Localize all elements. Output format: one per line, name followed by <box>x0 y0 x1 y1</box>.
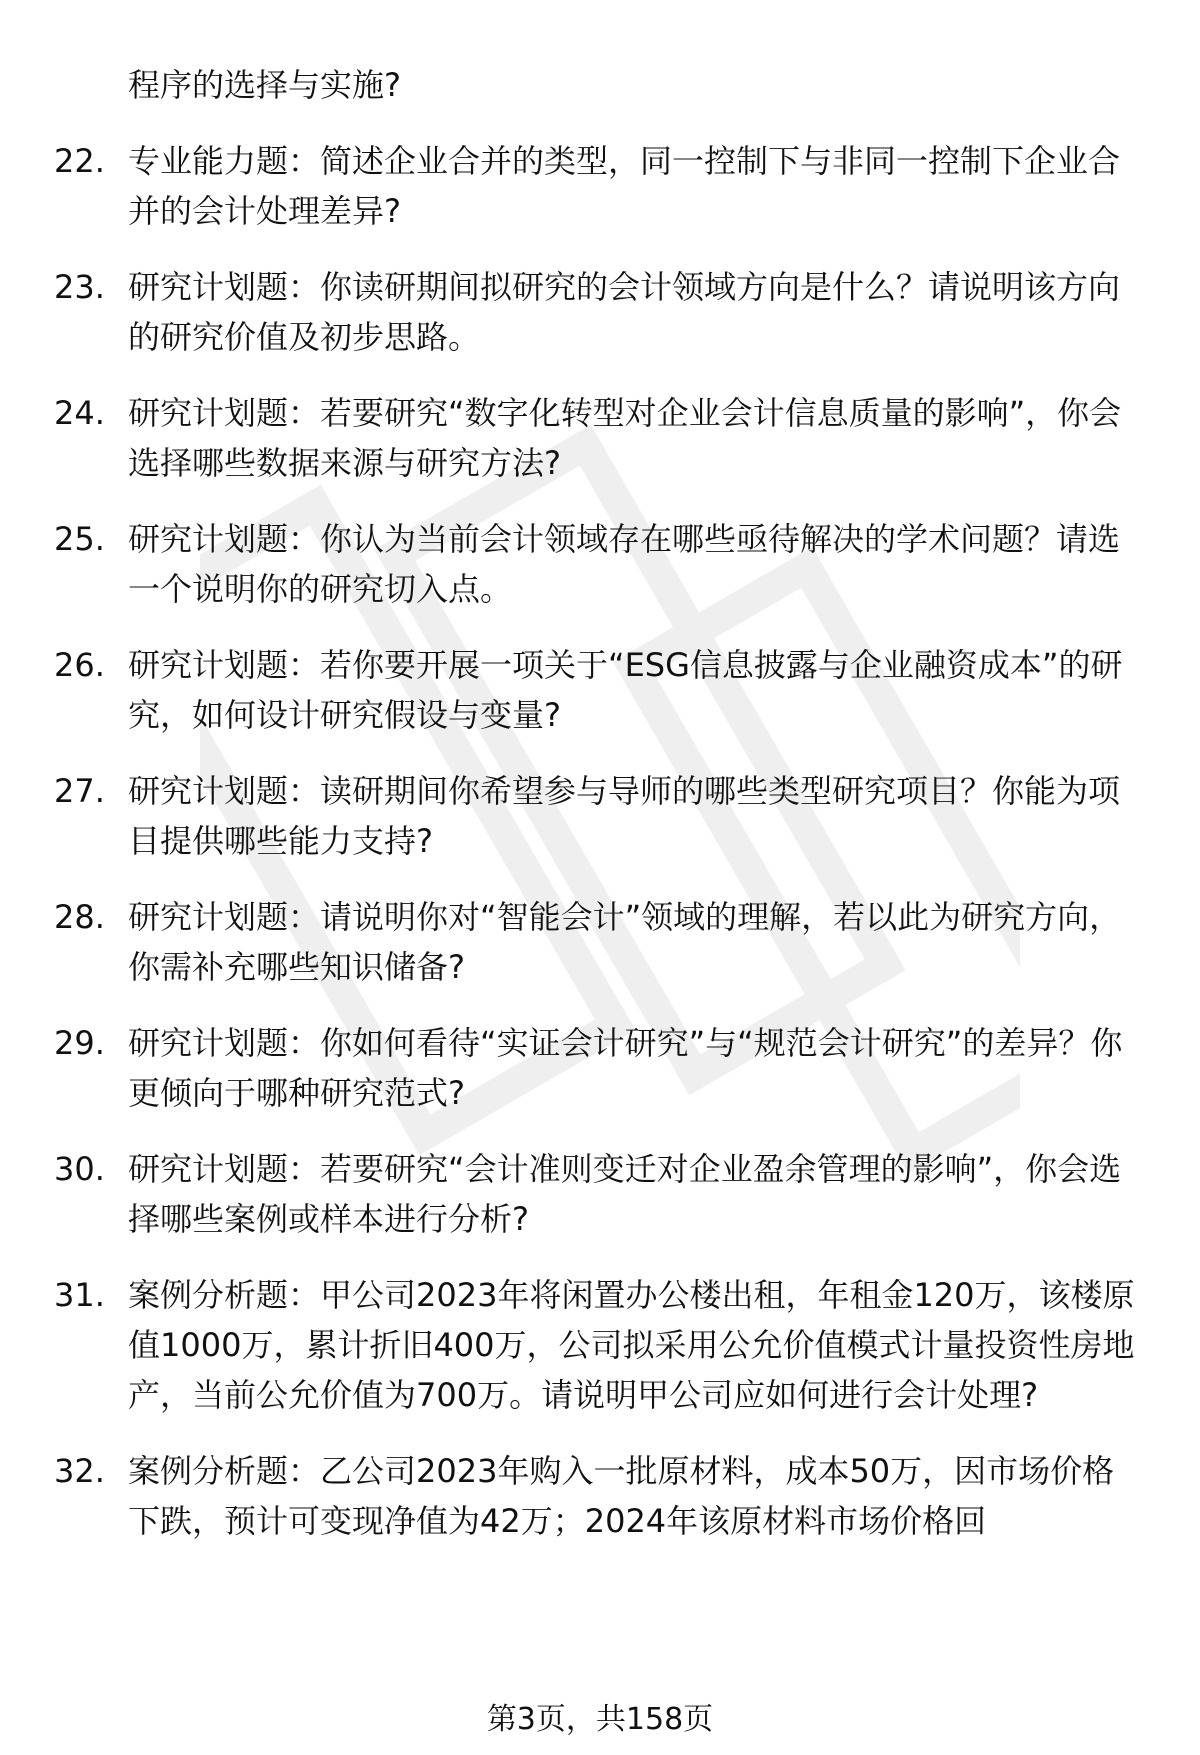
page-footer: 第3页，共158页 <box>486 1702 714 1737</box>
question-item <box>0 514 1200 614</box>
question-number: 30. <box>54 1150 105 1188</box>
question-item <box>0 1018 1200 1118</box>
question-text: 案例分析题：甲公司2023年将闲置办公楼出租，年租金120万，该楼原值1000万，累计折旧400万，公司拟采用公允价值模式计量投资性房地产，当前公允价值为700万。请说明甲公司应如何进行会计处理? <box>128 1276 1135 1414</box>
question-text: 研究计划题：读研期间你希望参与导师的哪些类型研究项目？你能为项目提供哪些能力支持? <box>128 772 1121 860</box>
question-item <box>0 388 1200 488</box>
question-text: 研究计划题：你认为当前会计领域存在哪些亟待解决的学术问题？请选一个说明你的研究切入点。 <box>128 520 1121 608</box>
question-number: 22. <box>54 142 105 180</box>
question-text: 研究计划题：你读研期间拟研究的会计领域方向是什么？请说明该方向的研究价值及初步思路。 <box>128 268 1121 356</box>
question-item <box>0 892 1200 992</box>
question-item <box>0 136 1200 236</box>
continuation-text: 程序的选择与实施? <box>128 66 401 104</box>
question-number: 26. <box>54 646 105 684</box>
question-text: 研究计划题：若要研究“会计准则变迁对企业盈余管理的影响”，你会选择哪些案例或样本进行分析? <box>128 1150 1122 1238</box>
question-number: 31. <box>54 1276 105 1314</box>
question-item <box>0 640 1200 740</box>
question-number: 25. <box>54 520 105 558</box>
question-item <box>0 766 1200 866</box>
question-number: 29. <box>54 1024 105 1062</box>
question-text: 研究计划题：若你要开展一项关于“ESG信息披露与企业融资成本”的研究，如何设计研究假设与变量? <box>128 646 1123 734</box>
question-number: 24. <box>54 394 105 432</box>
question-item <box>0 262 1200 362</box>
question-text: 研究计划题：若要研究“数字化转型对企业会计信息质量的影响”，你会选择哪些数据来源与研究方法? <box>128 394 1122 482</box>
question-number: 23. <box>54 268 105 306</box>
question-text: 研究计划题：请说明你对“智能会计”领域的理解，若以此为研究方向，你需补充哪些知识储备? <box>128 898 1122 986</box>
question-list <box>0 60 1200 1572</box>
question-text: 专业能力题：简述企业合并的类型，同一控制下与非同一控制下企业合并的会计处理差异? <box>128 142 1121 230</box>
question-item <box>0 1446 1200 1546</box>
question-item <box>0 1270 1200 1420</box>
question-number: 32. <box>54 1452 105 1490</box>
question-number: 27. <box>54 772 105 810</box>
question-text: 研究计划题：你如何看待“实证会计研究”与“规范会计研究”的差异？你更倾向于哪种研究范式? <box>128 1024 1123 1112</box>
question-number: 28. <box>54 898 105 936</box>
question-item <box>0 1144 1200 1244</box>
question-text: 案例分析题：乙公司2023年购入一批原材料，成本50万，因市场价格下跌，预计可变现净值为42万；2024年该原材料市场价格回 <box>128 1452 1115 1540</box>
